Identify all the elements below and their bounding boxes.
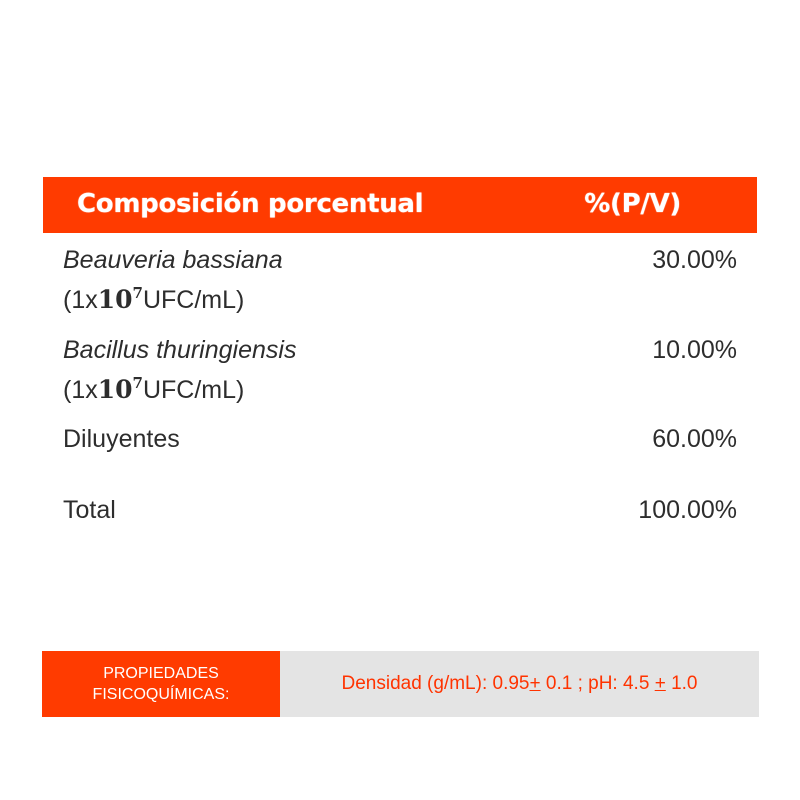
ingredient-name: Beauveria bassiana [63,246,283,274]
percent-value: 60.00% [652,425,737,453]
header-percent-label: %(P/V) [584,189,681,219]
ingredient-cell [63,333,296,407]
density-tolerance: 0.1 ; pH: 4.5 [540,673,655,694]
ingredient-name: Bacillus thuringiensis [63,336,297,364]
header-composition-label: Composición porcentual [77,189,424,219]
ph-tolerance: 1.0 [665,673,698,694]
concentration: $(1x10^7UFC/mL)$ [63,374,245,405]
plus-minus-sign: + [529,673,541,694]
composition-header [43,177,757,233]
concentration: $(1x10^7UFC/mL)$ [63,284,245,315]
percent-value: 30.00% [652,246,737,274]
physicochemical-properties [42,651,759,717]
plus-minus-sign: + [654,673,666,694]
properties-label-line2: FISICOQUÍMICAS: [92,686,230,703]
total-label: Total [63,496,116,524]
properties-label [42,651,280,717]
properties-label-line1: PROPIEDADES [103,665,219,682]
composition-table [43,177,757,524]
properties-value [280,651,759,717]
total-value: 100.00% [638,496,737,524]
percent-value: 10.00% [652,336,737,364]
density-text: Densidad (g/mL): 0.95 [341,673,530,694]
ingredient-name: Diluyentes [63,425,180,453]
ingredient-cell [63,243,283,317]
